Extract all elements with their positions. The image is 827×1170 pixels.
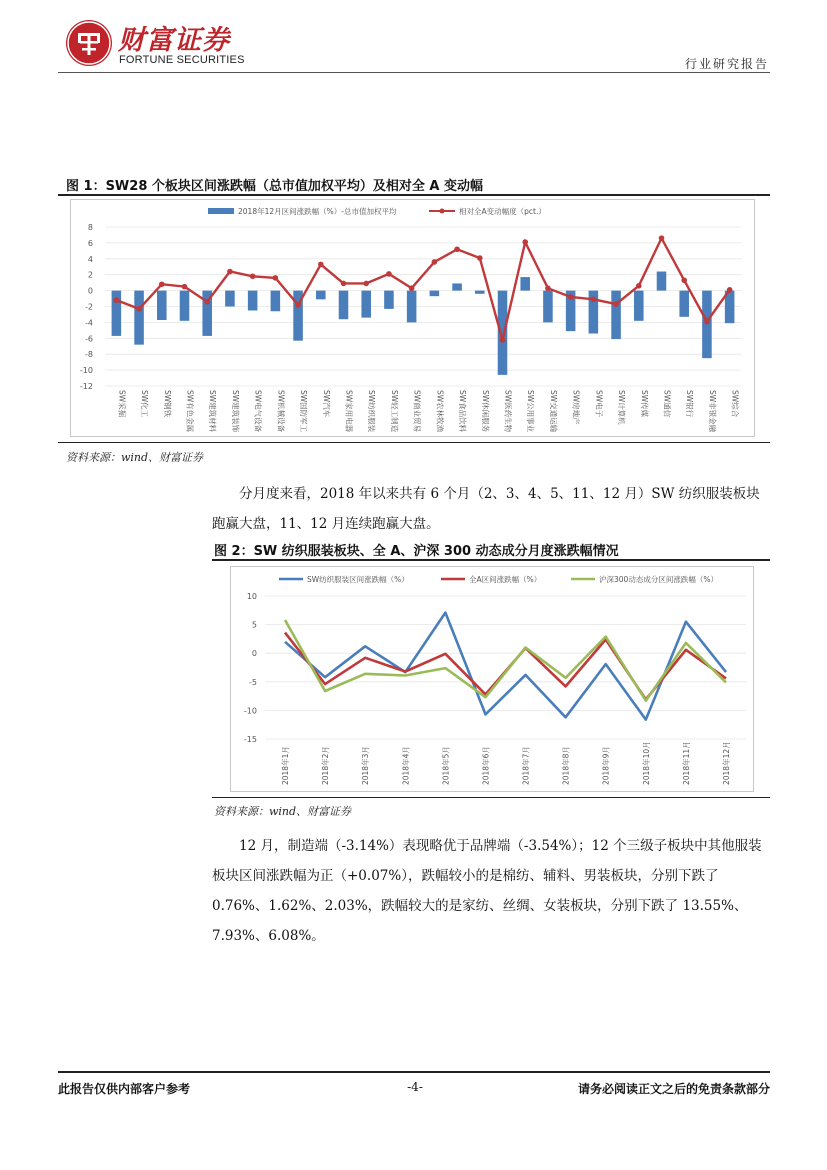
bar: [430, 291, 440, 297]
line-point: [318, 262, 324, 268]
line-point: [454, 246, 460, 252]
footer-right: 请务必阅读正文之后的免责条款部分: [577, 1082, 770, 1096]
x-tick-label: 2018年1月: [281, 746, 291, 785]
line-point: [250, 273, 256, 279]
line-point: [273, 275, 279, 281]
x-tick-label: SW汽车: [321, 390, 331, 418]
y-tick-label: 6: [87, 238, 93, 248]
bar: [475, 291, 485, 294]
report-type: 行业研究报告: [684, 57, 769, 71]
x-tick-label: 2018年5月: [441, 746, 451, 785]
x-tick-label: SW家用电器: [344, 390, 354, 433]
bar: [384, 291, 394, 309]
y-tick-label: -15: [243, 735, 257, 744]
bar: [657, 272, 667, 291]
bar: [452, 283, 462, 290]
x-tick-label: SW国防军工: [299, 390, 309, 433]
figure1-caption: 图 1：SW28 个板块区间涨跌幅（总市值加权平均）及相对全 A 变动幅: [66, 179, 484, 194]
y-tick-label: -10: [79, 366, 93, 376]
line-point: [386, 271, 392, 277]
x-tick-label: SW机械设备: [276, 390, 286, 433]
figure1-bottom-rule: [58, 442, 770, 443]
figure2-caption: 图 2：SW 纺织服装板块、全 A、沪深 300 动态成分月度涨跌幅情况: [214, 544, 619, 559]
line-point: [409, 285, 415, 291]
bar: [248, 291, 258, 311]
line-point: [136, 306, 142, 312]
x-tick-label: SW建筑装饰: [230, 390, 240, 433]
line-point: [636, 283, 642, 289]
page-number: -4-: [407, 1080, 423, 1094]
figure1-source: 资料来源：wind、财富证券: [66, 451, 204, 464]
y-tick-label: -10: [243, 706, 257, 716]
line-point: [182, 284, 188, 290]
line-point: [659, 235, 665, 241]
bar: [271, 291, 281, 312]
y-tick-label: -12: [79, 382, 93, 391]
bar: [134, 291, 144, 345]
x-tick-label: SW计算机: [617, 390, 627, 425]
x-tick-label: SW休闲服务: [480, 390, 490, 433]
line-point: [591, 297, 597, 303]
figure2-chart: [231, 567, 753, 791]
line-point: [295, 302, 301, 308]
x-tick-label: SW化工: [140, 390, 150, 418]
figure2-bottom-rule: [212, 797, 770, 798]
bar: [157, 291, 167, 320]
x-tick-label: SW通信: [662, 390, 672, 418]
x-tick-label: SW医药生物: [503, 390, 513, 433]
legend-label: 沪深300动态成分区间涨跌幅（%）: [599, 575, 718, 584]
bar: [498, 291, 508, 375]
legend-label: 全A区间涨跌幅（%）: [469, 575, 542, 584]
x-tick-label: SW房地产: [571, 390, 581, 425]
x-tick-label: SW电气设备: [253, 390, 263, 433]
bar: [679, 291, 689, 317]
line-point: [204, 299, 210, 305]
line-point: [727, 287, 733, 293]
line-point: [704, 319, 710, 325]
y-tick-label: 10: [246, 592, 257, 601]
x-tick-label: SW轻工制造: [389, 390, 399, 433]
line-point: [227, 269, 233, 275]
x-tick-label: SW农林牧渔: [435, 390, 445, 433]
line-point: [363, 281, 369, 287]
x-tick-label: SW钢铁: [162, 390, 172, 418]
footer-divider: [58, 1071, 770, 1073]
x-tick-label: 2018年11月: [681, 741, 691, 785]
x-tick-label: 2018年10月: [641, 741, 651, 785]
footer-left: 此报告仅供内部客户参考: [58, 1082, 191, 1096]
line-point: [341, 281, 347, 287]
x-tick-label: 2018年3月: [361, 746, 371, 785]
x-tick-label: SW建筑材料: [208, 390, 218, 433]
legend-label: SW纺织服装区间涨跌幅（%）: [307, 575, 409, 584]
bar: [634, 291, 644, 321]
y-tick-label: -8: [85, 350, 93, 360]
bar: [339, 291, 349, 320]
y-tick-label: -6: [85, 334, 93, 344]
line-point: [477, 255, 483, 261]
x-tick-label: 2018年8月: [561, 746, 571, 785]
y-tick-label: -2: [85, 302, 93, 312]
x-tick-label: SW商业贸易: [412, 390, 422, 433]
figure2-top-rule: [212, 559, 770, 561]
x-tick-label: SW交通运输: [548, 390, 558, 433]
legend-label-line: 相对全A变动幅度（pct.）: [459, 207, 546, 216]
x-tick-label: 2018年6月: [481, 746, 491, 785]
y-tick-label: 8: [87, 223, 93, 232]
x-tick-label: 2018年2月: [321, 746, 331, 785]
line-point: [613, 301, 619, 307]
bar: [520, 277, 530, 291]
x-tick-label: 2018年4月: [401, 746, 411, 785]
x-tick-label: SW食品饮料: [458, 390, 468, 433]
figure1-top-rule: [58, 194, 770, 196]
x-tick-label: SW综合: [730, 390, 740, 418]
paragraph-december: 12 月，制造端（-3.14%）表现略优于品牌端（-3.54%）；12 个三级子板块中其他服装板块区间涨跌幅为正（+0.07%），跌幅较小的是棉纺、辅料、男装板块，分别下跌了 0.76%、1.62%、2.03%，跌幅较大的是家纺、丝绸、女装板块，分别下跌了 13.55%、7.93%、6.08%。: [212, 838, 762, 944]
legend-marker-line: [440, 209, 445, 214]
header-divider: [58, 72, 770, 73]
x-tick-label: SW电子: [594, 390, 604, 418]
x-tick-label: 2018年9月: [601, 746, 611, 785]
legend-swatch-bar: [208, 208, 234, 214]
x-tick-label: SW采掘: [117, 390, 127, 418]
y-tick-label: 5: [251, 620, 257, 630]
brand-name-cn: 财富证券: [118, 25, 230, 56]
bar: [407, 291, 417, 323]
x-tick-label: SW公用事业: [526, 390, 536, 433]
line-point: [568, 294, 574, 300]
legend-label-bar: 2018年12月区间涨跌幅（%）-总市值加权平均: [238, 207, 397, 216]
brand-name-en: FORTUNE SECURITIES: [119, 54, 245, 66]
x-tick-label: SW非银金融: [707, 390, 717, 433]
figure2-source: 资料来源：wind、财富证券: [214, 805, 352, 818]
y-tick-label: -4: [85, 318, 93, 328]
x-tick-label: 2018年12月: [721, 741, 731, 785]
x-tick-label: SW有色金属: [185, 390, 195, 433]
bar: [361, 291, 371, 318]
x-tick-label: SW银行: [685, 390, 695, 418]
x-tick-label: SW传媒: [639, 390, 649, 418]
bar: [316, 291, 326, 300]
figure2-chart-frame: [230, 566, 754, 792]
line-point: [545, 285, 551, 291]
y-tick-label: -5: [249, 677, 257, 687]
line-point: [432, 259, 438, 265]
y-tick-label: 0: [87, 286, 93, 296]
bar: [225, 291, 235, 307]
y-tick-label: 0: [251, 649, 257, 659]
y-tick-label: 2: [87, 270, 93, 280]
line-point: [500, 337, 506, 343]
bar: [543, 291, 553, 323]
x-tick-label: 2018年7月: [521, 746, 531, 785]
bar: [180, 291, 190, 321]
bar: [611, 291, 621, 339]
line-point: [114, 297, 120, 303]
paragraph-monthly: 分月度来看，2018 年以来共有 6 个月（2、3、4、5、11、12 月）SW 纺织服装板块跑赢大盘，11、12 月连续跑赢大盘。: [212, 486, 760, 532]
y-tick-label: 4: [87, 254, 93, 264]
brand-logo-icon: [66, 20, 112, 66]
line-point: [681, 277, 687, 283]
line-point: [522, 239, 528, 245]
series-line: [285, 633, 726, 700]
line-point: [159, 281, 165, 287]
x-tick-label: SW纺织服装: [367, 390, 377, 433]
figure1-chart: [71, 200, 754, 436]
figure1-chart-frame: [70, 199, 755, 437]
